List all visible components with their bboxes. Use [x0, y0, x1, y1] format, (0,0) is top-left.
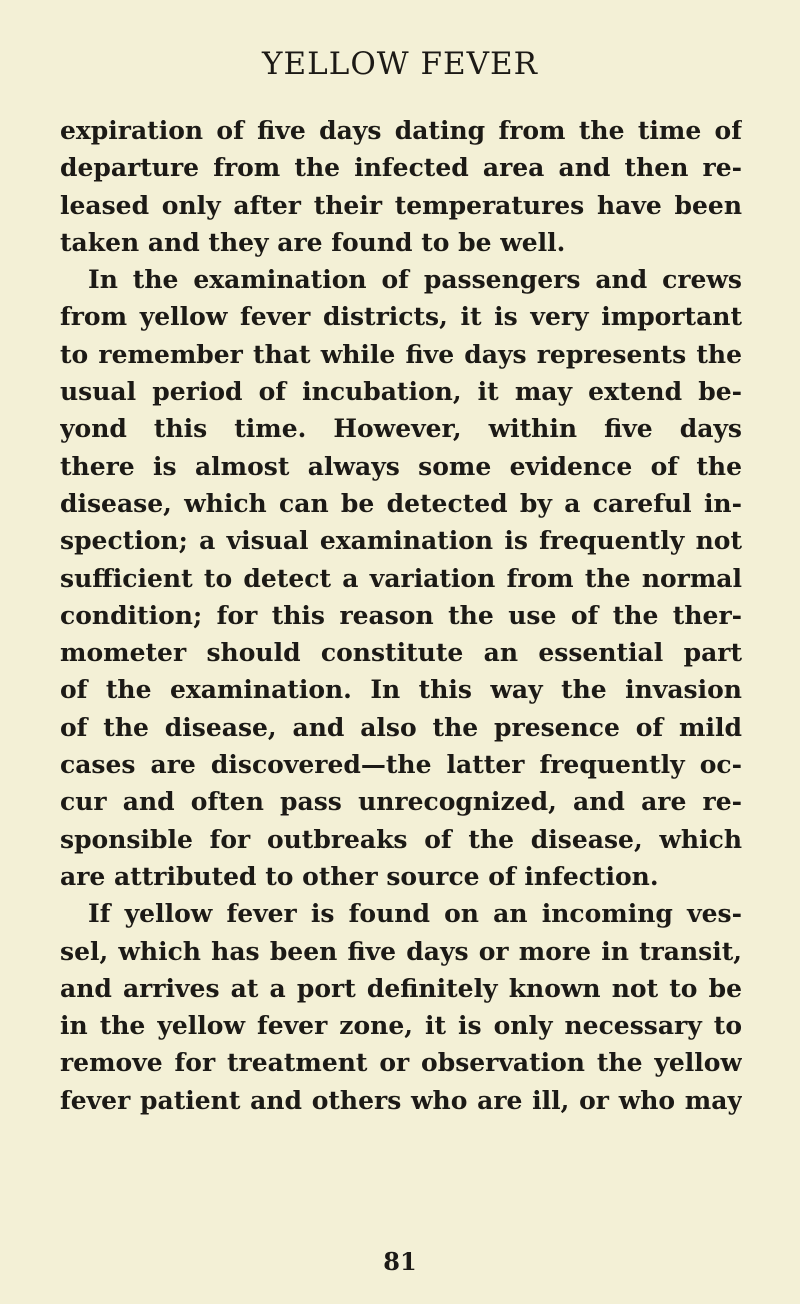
text-line: taken and they are found to be well.	[60, 227, 566, 257]
text-line: are attributed to other source of infection.	[60, 861, 659, 891]
text-line: cases are discovered—the latter frequently oc-	[60, 750, 742, 780]
text-line: and arrives at a port definitely known not to be	[60, 973, 742, 1003]
text-line: If yellow fever is found on an incoming ves-	[88, 899, 742, 929]
text-line: disease, which can be detected by a careful in-	[60, 488, 742, 518]
text-line: from yellow fever districts, it is very important	[60, 302, 742, 332]
text-line: cur and often pass unrecognized, and are re-	[60, 787, 742, 817]
text-line: departure from the infected area and then re-	[60, 153, 742, 183]
text-line: of the examination. In this way the invasion	[60, 675, 742, 705]
text-line: spection; a visual examination is frequently not	[60, 526, 742, 556]
text-line: to remember that while five days represents the	[60, 339, 742, 369]
text-line: expiration of five days dating from the time of	[60, 116, 742, 145]
text-line: usual period of incubation, it may extend be-	[60, 377, 742, 407]
text-line: sel, which has been five days or more in transit,	[60, 936, 742, 966]
text-line: there is almost always some evidence of the	[60, 451, 742, 481]
text-line: yond this time. However, within five days	[60, 414, 742, 444]
text-line: condition; for this reason the use of the ther-	[60, 600, 742, 630]
text-line: sponsible for outbreaks of the disease, which	[60, 824, 742, 854]
running-head: YELLOW FEVER	[262, 46, 538, 82]
text-line: In the examination of passengers and crews	[88, 265, 742, 295]
text-line: in the yellow fever zone, it is only necessary to	[60, 1011, 742, 1041]
text-line: of the disease, and also the presence of mild	[60, 712, 742, 742]
text-line: leased only after their temperatures have been	[60, 190, 742, 220]
page-number: 81	[383, 1247, 417, 1276]
text-line: mometer should constitute an essential part	[60, 638, 742, 668]
body-text	[60, 112, 742, 1119]
text-line: sufficient to detect a variation from the normal	[60, 563, 742, 593]
text-line: remove for treatment or observation the yellow	[60, 1048, 742, 1078]
text-line: fever patient and others who are ill, or who may	[60, 1085, 742, 1115]
